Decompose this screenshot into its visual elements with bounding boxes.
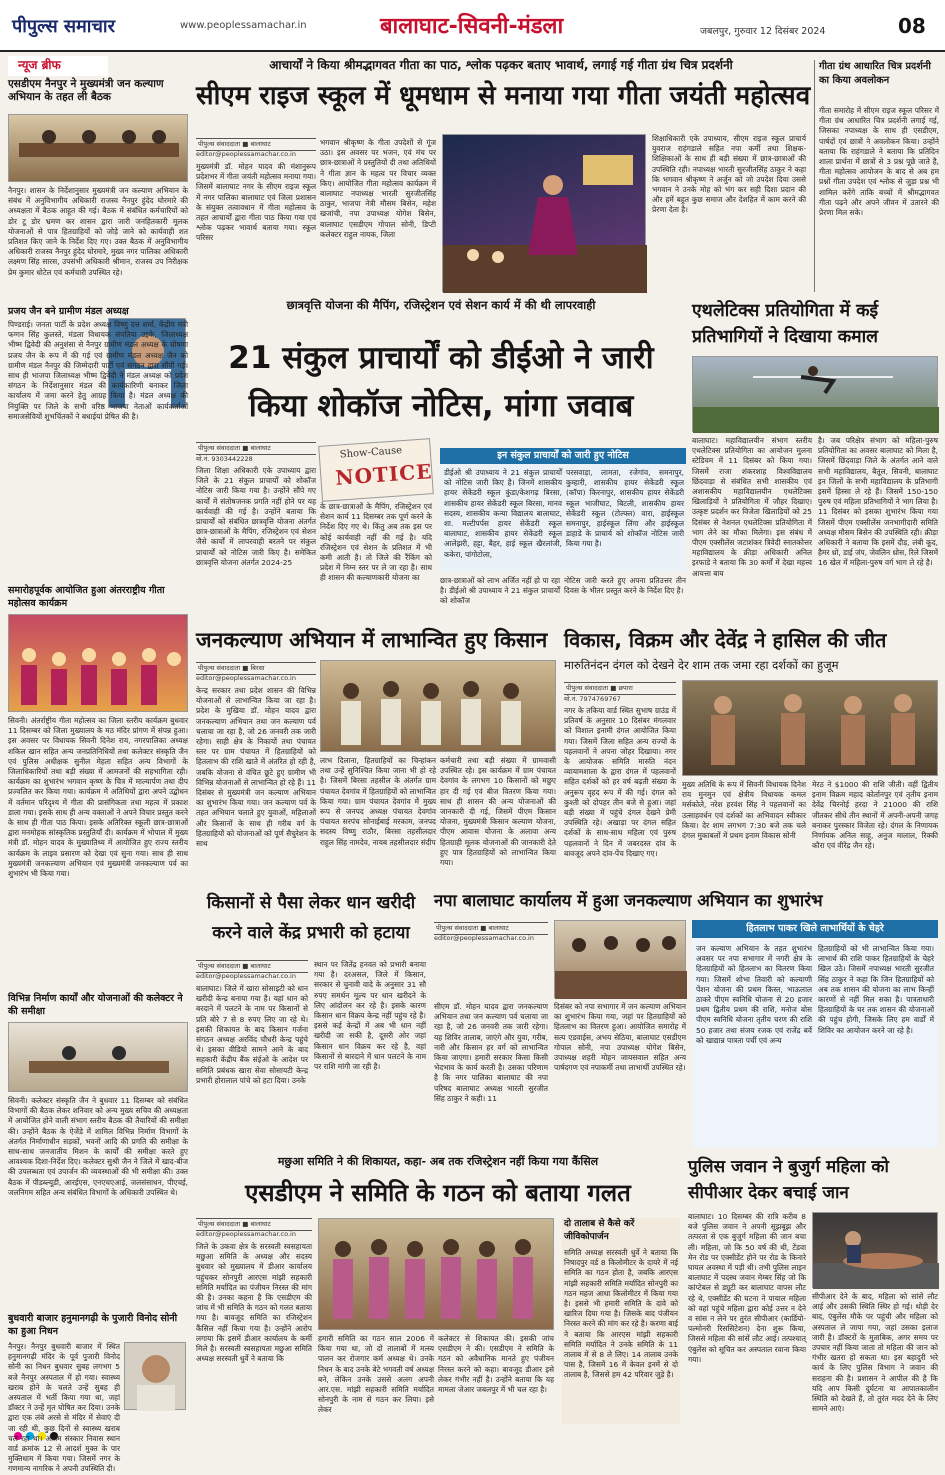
- machhua-kicker: मछुआ समिति ने की शिकायत, कहा- अब तक रजिस्ट्रेशन नहीं किया गया कैंसिल: [277, 1155, 599, 1168]
- farmers-group-image: [321, 661, 557, 753]
- napa-story: [434, 888, 938, 1148]
- machhua-col1: जिले के उकवा क्षेत्र के सरस्वती स्वसहायता मछुआ समिति के अध्यक्ष और सदस्य बुधवार को मुख्यालय में डीआर कार्यालय पहुंचकर सोनपुरी आरएस मांझी सहकारी समिति मर्यादित का पंजीयन निरस्त की मांग की है। उनका कहना है कि एसडीएम की जांच में भी समिति के गठन को गलत बताया गया है। बावजूद समिति का रजिस्ट्रेशन कैंसिल नहीं किया गया है। उन्होंने आरोप लगाया कि इसमें डीआर कार्यालय के कर्मी मिले है। सरस्वती स्वसहायता मछुआ समिति अध्यक्ष सरस्वती धुर्वे ने बताया कि: [196, 1242, 312, 1364]
- athletics-col1: बालाघाट। महाविद्यालयीन संभाग स्तरीय एथलेटिक्स प्रतियोगिता का आयोजन मुलना स्टेडियम में 11 दिसंबर को किया गया। जिसमें राजा शंकरशाह विश्वविद्यालय छिंदवाड़ा से संबंधित सभी शासकीय एवं अशासकीय महाविद्यालयीन एथलेटिक्स खिलाड़ियों ने प्रतियोगिता में जौहर दिखाए। उत्कृष्ट प्रदर्शन कर विजेता खिलाड़ियों को 25 दिसंबर से नेशनल एथलेटिक्स प्रतियोगिता में भाग लेने का मौका मिलेगा। इस संबंध में पीएम एक्सीलेंस जटाशंकर त्रिवेदी स्नातकोत्तर महाविद्यालय के क्रीड़ा अधिकारी अनिल इरफाडे ने बताया कि 30 कर्मों में देखा महत्त्व आयत्ता बाय: [692, 436, 812, 578]
- site-url[interactable]: www.peoplessamachar.in: [180, 20, 307, 31]
- kisan-byline: पीपुल्स संवाददाता ■ बिरसा: [196, 662, 316, 675]
- machhua-story: [196, 1154, 680, 1424]
- brief4-text: सिवनी। कलेक्टर संस्कृति जैन ने बुधवार 11 दिसम्बर को संबंधित विभागों की बैठक लेकर शनिवार को अन्य मुख्य सचिव की अध्यक्षता में आयोजित होने वाली संभाग स्तरीय बैठक की तैयारियों की समीक्षा की। उन्होंने बैठक के ऐजेंडे में शामिल विभिन्न निर्माण विभागों के अंतर्गत निर्माणाधीन सड़कों, भवनों आदि की प्रगति की समीक्षा के साथ-साथ जनजातीय मिशन के कार्यों की समीक्षा करते हुए आवश्यक दिशा-निर्देश दिए। कलेक्टर सुश्री जैन ने जिले में खाद-बीज की उपलब्धता एवं उपार्जन की व्यवस्थाओं की भी समीक्षा की। उक्त बैठक में पीडब्ल्यूडी, आरईएस, एनएचएआई, जलसंसाधन, पीएचई, जलनिगम सहित अन्य संबंधित विभागों के अधिकारी उपस्थित थे।: [8, 1096, 188, 1197]
- dangal-col1: नगर के तकिया वार्ड स्थित सुभाष ग्राउंड में प्रतिवर्ष के अनुसार 10 दिसंबर मंगलवार को विशाल इनामी दंगल आयोजित किया गया। जिसमें जिला सहित अन्य राज्यों के पहलवानों ने अपना जोहर दिखाया। नगर के आयोजक समिति मारुति नंदन व्यायामशाला के द्वारा दंगल में पहलवानों सहित दर्शकों को हर वर्ष बढ़ती संख्या के अनुरूप वृहद रूप में की गई। दंगल को कुश्ती को दोपहर तीन बजे से हुआ। जहां बड़ी संख्या में पहुंचे दंगल देखने प्रेमी उपस्थिति रहे। अखाड़ा पर दंगल सहित दर्शकों के साथ-साथ महिला एवं पुरुष पहलवानों ने दिन में जबरदस्त दांव के बावजूद अपने दांव-पेंच दिखाए गए।: [564, 706, 676, 858]
- masthead: [0, 0, 945, 52]
- deo-box-col1: डीईओ श्री उपाध्याय ने 21 संकुल प्राचार्यों को नोटिस जारी किए है। जिनमें शासकीय हायर सेकेंडरी स्कूल कुंडा/केशगढ़ बिरसा, शासकीय हायर सेकेंडरी स्कूल बिरसा, मानव सदस्य, शासकीय कन्या विद्यालय बालाघाट, शा. मल्टीपर्पस हायर सेकेंडरी स्कूल बालाघाट, शासकीय हायर सेकेंडरी स्कूल आलेझरी, हट्टा, बैहर, हाई स्कूल खैरलांजी, ककेरा, पांगोटोला,: [444, 468, 562, 559]
- cpr-scene-image: [813, 1213, 939, 1289]
- brief5-headline: बुधवारी बाजार हनुमानगढ़ी के पुजारी विनोद सोनी का हुआ निधन: [8, 1313, 178, 1337]
- prabhari-byline: पीपुल्स संवाददाता ■ बालाघाट: [196, 960, 308, 973]
- dangal-subhead: मारुतिनंदन दंगल को देखने देर शाम तक जमा रहा दर्शकों का हुजूम: [564, 658, 839, 672]
- edition-title: बालाघाट-सिवनी-मंडला: [380, 14, 564, 39]
- deo-headline: 21 संकुल प्राचार्यों को डीईओ ने जारी किया शोकॉज नोटिस, मांगा जवाब: [228, 340, 654, 424]
- geeta-col1: मुख्यमंत्री डॉ. मोहन यादव की मंशानुरूप प्रदेशभर में गीता जयंती महोत्सव मनाया गया। जिसमें बालाघाट नगर के सीएम राइज स्कूल में नगर पालिका बालाघाट एवं जिला प्रशासन के संयुक्त तत्वावधान में गीता महोत्सव के तहत आचार्यों द्वारा गीता पाठ किया गया एवं श्लोक पढ़कर भावार्थ बताया गया। स्कूल परिसर: [196, 162, 316, 243]
- machhua-col3: कलेक्टर से शिकायत की। इसकी जांच एसडीएम ने की। एसडीएम ने समिति के गठन को अवैधानिक मानते हुए पंजीयन निरस्त करने को कहा। बावजूद डीआर इसे लेकर गंभीर नहीं है। उन्होंने बताया कि यह मामला जेआर जबलपुर में भी चल रहा है।: [438, 1334, 554, 1395]
- napa-box-col1: जन कल्याण अभियान के तहत शुभारंभ अवसर पर नपा सभागार में नगरी क्षेत्र के हितग्राहियों को हितलाभ का वितरण किया गया। जिसमें शोभा तिवारी को कल्याणी पेंशन योजना की प्रथम किस्त, भाऊलाल ठाकरे पीएम स्वनिधि योजना से 20 हजार प्रथम द्वितीय प्रथम की राशि, मनोज बोस पीएम स्वनिधि योजना तृतीय चरण की राशि 50 हजार तथा संजय रजक एवं राजेंद्र बर्वे को खाद्यान्न पात्रता पर्ची एवं अन्य: [696, 944, 812, 1045]
- stage-performance-image: [443, 135, 647, 293]
- brief5-portrait: [124, 1342, 186, 1410]
- police-photo: [812, 1212, 938, 1288]
- geeta-story: [196, 56, 811, 292]
- news-brief-column: [8, 56, 188, 1474]
- brief5-text: नैनपुर। नैनपुर बुधवारी बाजार में स्थित हनुमानगढ़ी मंदिर के पूर्व पुजारी विनोद सोनी का निधन बुधवार सुबह लगभग 5 बजे नैनपुर अस्पताल में हो गया। स्वास्थ्य खराब होने के चलते उन्हें सुबह ही अस्पताल में भर्ती किया गया था, जहां डॉक्टर ने उन्हें मृत घोषित कर दिया। उनके द्वारा एक लंबे अरसे से मंदिर में सेवाएं दी जा रही थी, कुछ दिनों से स्वास्थ्य खराब चल रहा था। अंतिम संस्कार निवास स्थान वार्ड क्रमांक 12 से आदर्श मुक्त के पार मुक्तिधाम में किया गया। जिसमें नगर के गणमान्य नागरिक ने अपनी उपस्थिति दी।: [8, 1342, 120, 1474]
- police-headline: पुलिस जवान ने बुजुर्ग महिला को सीपीआर देकर बचाई जान: [688, 1157, 889, 1203]
- wrestlers-image: [683, 681, 939, 777]
- notice-main-text: NOTICE: [334, 459, 434, 490]
- kisan-photo: [320, 660, 556, 752]
- athletics-headline: एथलेटिक्स प्रतियोगिता में कई प्रतिभागियों ने दिखाया कमाल: [692, 301, 879, 347]
- geeta-byline: पीपुल्स संवाददाता ■ बालाघाट: [196, 138, 316, 151]
- machhua-headline: एसडीएम ने समिति के गठन को बताया गलत: [245, 1179, 631, 1207]
- brief4-photo: [8, 1022, 188, 1092]
- machhua-box-text: समिति अध्यक्ष सरस्वती धुर्वे ने बताया कि निषादपुर वर्ड 8 किलोमीटर के दायरे में नई समिति का गठन होता है, जबकि आरएस मांझी सहकारी समिति मर्यादित सोनपुरी का गठन महज आधा किलोमीटर में किया गया है। इससे भी हमारी समिति के दावे को खारिज दिया गया है। जिसके बाद पंजीयन निरस्त करने की मांग कर रहे है। करणा बाई ने बताया कि आरएस मांझी सहकारी समिति मर्यादित ने उनके समिति के 11 तालाब में से 8 ले लिए। 14 तालाब उनके पास है, जिसमें 16 में केवल इनमें से दो तालाब है, जिससे हम 42 परिवार जुड़े है।: [564, 1248, 678, 1380]
- deo-notice-box: [440, 448, 686, 572]
- priest-portrait-image: [125, 1343, 187, 1411]
- dangal-caption: मुख्य अतिथि के रूप में सिवनी विधायक दिनेश राय मुनमुन एवं क्षेत्रीय विधायक कमल मर्सकोले, नरेश हरवंश सिंह ने पहलवानों का उत्साहवर्धन एवं दर्शकों का अभिवादन स्वीकार किया। देर शाम लगभग 7:30 बजे तक चले दंगल मुकाबलों में प्रथम इनाम विकास सोनी: [682, 780, 806, 841]
- machhua-photo: [318, 1218, 554, 1330]
- geeta-col3: शिक्षाधिकारी एके उपाध्याय, सीएम राइज स्कूल प्राचार्य युवराज राहंगडाले सहित नपा कर्मी तथा शिक्षक-शिक्षिकाओं के साथ ही बड़ी संख्या में छात्र-छात्राओं की उपस्थिति रही। नपाध्यक्ष भारती सुरजीतसिंह ठाकुर ने कहा कि भगवान श्रीकृष्ण ने अर्जुन को जो उपदेश दिया उससे भगवान ने उनके मोह को भंग कर सही दिशा प्रदान की और हमें बहुत कुछ समाज और देशहित में काम करने की प्रेरणा देता है।: [652, 134, 806, 215]
- deo-col2: के छात्र-छात्राओं के मैपिंग, रजिस्ट्रेशन एवं सेशन कार्य 11 दिसम्बर तक पूर्ण करने के निर्देश दिए गए थे। किंतु अब तक इस पर कोई कार्यवाही नहीं की गई है। यदि रजिस्ट्रेशन एवं सेशन के प्रतिशत में भी कमी आती है। तो जिले की रैंकिंग को प्रदेश में निम्न स्तर पर ले जा रहा है। साथ ही शासन की कल्याणकारी योजना का: [320, 502, 432, 583]
- deo-col1: जिला शिक्षा अधिकारी एके उपाध्याय द्वारा जिले के 21 संकुल प्राचार्यों को शोकॉज नोटिस जारी किया गया है। उन्होंने सौंपे गए कार्यों में संतोषजनक प्रगति नहीं होने पर यह कार्यवाही की गई है। उन्होंने बताया कि प्राचार्यों को संबंधित छात्रवृत्ति योजना अंतर्गत छात्र-छात्राओं के मैपिंग, रजिस्ट्रेशन एवं सेशन जैसे कार्यों में लापरवाही बरतने पर संकुल प्राचार्यों को नोटिस जारी किए है। समेकित छात्रवृत्ति योजना अंतर्गत 2024-25: [196, 466, 316, 567]
- prabhari-headline: किसानों से पैसा लेकर धान खरीदी करने वाले केंद्र प्रभारी को हटाया: [206, 893, 416, 943]
- prabhari-col1: बालाघाट। जिले में खारा सोसाइटी को धान खरीदी केन्द्र बनाया गया है। यहां धान को बरदाने में पलटने के नाम पर किसानों से प्रति बोरे 7 से 8 रुपए लिए जा रहे थे। इसकी शिकायत के बाद किसान गर्जना संगठन अध्यक्ष अरविंद चौधरी केन्द्र पहुंचे थे। इसका वीडियो सामने आने के बाद सहकारी केंद्रीय बैंक संईओ के आदेश पर समिति प्रबंधक खारा सेवा सोसायटी केन्द्र प्रभारी होरालाल पांचे को हटा दिया। उनके: [196, 984, 308, 1085]
- notice-top-text: Show-Cause: [339, 445, 403, 461]
- brief2-text: पिण्डराई। जनता पार्टी के प्रदेश अध्यक्ष विष्णु दत्त शर्मा, केंद्रीय मंत्री फग्गन सिंह कुलस्ते, मंडला विधायक संपतिया उइके, जिलाध्यक्ष भीष्म द्विवेदी की अनुशंसा से नैनपुर ग्रामीण मंडल अध्यक्ष के चोषणा प्रजय जैन के रूप में की गई एवं ग्रामीण मंडल अध्यक्ष जैन को ग्रामीण मंडल नैनपुर की जिम्मेदारी पार्टी एवं संगठन द्वारा सौंपी गई। साथ ही भाजपा जिलाध्यक्ष भीष्म द्विवेदी ने मंडल अध्यक्ष को प्रदेश संगठन के निर्देशानुसार मंडल की कार्यकारिणी बनाकर जिला कार्यालय में जमा करने हेतु आग्रह किया है। मंडल अध्यक्ष की नियुक्ति पर जिले के सभी वरिष्ठ भाजपा नेताओं कार्यकर्ताओं समाजसेवियों शुभचिंतकों ने बधाईयां प्रेषित की है।: [8, 320, 188, 421]
- geeta-photo: [442, 134, 646, 292]
- brief4-headline: विभिन्न निर्माण कार्यों और योजनाओं की कलेक्टर ने की समीक्षा: [8, 993, 183, 1017]
- kisan-col3: कर्मचारी तथा बड़ी संख्या में ग्रामवासी उपस्थित रहे। इस कार्यक्रम में ग्राम पंचायत देवगांव के लगभग 10 किसानों को मछुए हार दी गई एवं बीज वितरण किया गया। साथ ही शासन की अन्य योजनाओं की जानकारी दी गई, जिसमें पीएम किसान योजना, मुख्यमंत्री किसान कल्याण योजना, पीएम आवास योजना के अलावा अन्य हितग्राही मूलक योजनाओं की जानकारी देते हुए पात्र हितग्राहियों को लाभान्वित किया गया।: [440, 756, 556, 868]
- geeta-kicker: आचार्यों ने किया श्रीमद्भागवत गीता का पाठ, श्लोक पढ़कर बताए भावार्थ, लगाई गई गीता ग्रंथ चित्र प्रदर्शनी: [269, 58, 733, 72]
- brief1-photo: [8, 114, 188, 182]
- deo-byline: पीपुल्स संवाददाता ■ बालाघाट: [196, 442, 316, 455]
- kisan-headline: जनकल्याण अभियान में लाभान्वित हुए किसान: [196, 628, 548, 652]
- geeta-col2: भगवान श्रीकृष्ण के गीता उपदेशों से गूंज उठा। इस अवसर पर भजन, एवं मंच पर छात्र-छात्राओं ने प्रस्तुतियों दी तथा अतिथियों ने गीता ज्ञान के महत्व पर विचार व्यक्त किए। आयोजित गीता महोत्सव कार्यक्रम में बालाघाट नपाध्यक्ष भारती सुरजीतसिंह ठाकुर, भाजपा नेत्री मौसम बिसेन, महेश खजांची, नपा उपाध्यक्ष योगेश बिसेन, बालाघाट एसडीएम गोपाल सोनी, डिप्टी कलेक्टर राहुल नायक, जिला: [320, 138, 436, 239]
- logo: पीपुल्स समाचार: [12, 16, 115, 37]
- napa-byline: पीपुल्स संवाददाता ■ बालाघाट: [434, 922, 548, 935]
- deo-col3: छात्र-छात्राओं को लाभ अर्जित नहीं हो पा रहा है। डीईओ श्री उपाध्याय ने 21 संकुल प्राचार्यों को शोकॉज: [440, 576, 560, 606]
- kisan-email[interactable]: editor@peoplessamachar.co.in: [196, 674, 296, 682]
- girls-performance-image: [9, 615, 189, 713]
- deo-kicker: छात्रवृत्ति योजना की मैपिंग, रजिस्ट्रेशन एवं सेशन कार्य में की थी लापरवाही: [286, 298, 596, 312]
- exhibition-sidebar: [814, 60, 938, 292]
- athletics-photo: [692, 356, 938, 432]
- kisan-col1: केन्द्र सरकार तथा प्रदेश शासन की विभिन्न योजनाओं से लाभान्वित किया जा रहा है। प्रदेश के मुखिया डॉ. मोहन यादव द्वारा जनकल्याण अभियान तथा जन कल्याण पर्व चलाया जा रहा है, जो 26 जनवरी तक जारी रहेगा। साही क्षेत्र के निकायों तथा पंचायत स्तर पर ग्राम पंचायत में हितग्राहियों को हितलाभ की राशि खाते में अंतरित हो रही है, जबकि योजना से वंचित छूटे हुए ग्रामीण भी विभिन्न योजनाओं से लाभान्वित हो रहे हैं। 11 दिसंबर से मुख्यमंत्री जन कल्याण अभियान का शुभारंभ किया गया। जन कल्याण पर्व के तहत अभियान चलाते हुए युवाओं, महिलाओं और किसानों के साथ ही गरीब वर्ग के हितग्राहियों को योजनाओं को पूर्ण सैचुरेशन के साथ: [196, 686, 316, 849]
- prabhari-story: [196, 888, 426, 1148]
- exhibition-text: गीता समारोह में सीएम राइज स्कूल परिसर में गीता ग्रंथ आधारित चित्र प्रदर्शनी लगाई गई, जिसका नपाध्यक्ष के साथ ही एसडीएम, पार्षदों एवं छात्रों ने अवलोकन किया। उन्होंने बताया कि राहंगडाले ने बताया कि प्रतिदिन शाला प्रार्थना में छात्रों से 3 प्रश्न पूछे जाते है, गीता महोत्सव आयोजन के बाद से अब हम प्रश्नों गीता उपदेश एवं श्लोक से जुड़ा प्रश्न भी शामिल करेंगे ताकि बच्चों में श्रीमद्भागवत गीता पढ़ने और अपने जीवन में उतारने की प्रेरणा मिल सके।: [819, 106, 939, 218]
- napa-photo: [554, 920, 686, 998]
- napa-benefit-box: [692, 920, 938, 1148]
- police-col1: बालाघाट। 10 दिसम्बर की रात्रि करीब 8 बजे पुलिस जवान ने अपनी सूझबूझ और तत्परता से एक बुजुर्ग महिला की जान बचा ली। महिला, जो कि 50 वर्ष की थी, टेंडवा मेन रोड पर एक्सीडेंट होने पर रोड के किनारे घायल अवस्था में पड़ी थी। तभी पुलिस लाइन बालाघाट में पदस्थ जवान मेम्बर सिंह जो कि कांप्टेबल से ड्यूटी कर बालाघाट वापस लौट रहे थे, एक्सीडेंट की घटना ने पायाल महिला को वहां पहुंचे महिला द्वारा कोई उत्तर न देने व सांस न लेने पर तुरंत सीपीआर (कार्डियो-पल्मोनरी रिससिटेशन) देना शुरू किया, जिससे महिला की सांसें लौट आई। तत्पश्चात् एंबुलेंस को सूचित कर अस्पताल रवाना किया गया।: [688, 1212, 806, 1364]
- issue-date: जबलपुर, गुरुवार 12 दिसंबर 2024: [700, 26, 826, 37]
- police-col2: सीपीआर देने के बाद, महिला को सांसें लौट आई और उसकी स्थिति स्थिर हो गई। थोड़ी देर बाद, एंबुलेंस मौके पर पहुंची और महिला को अस्पताल ले जाया गया, जहां उसका इलाज जारी है। डॉक्टरों के मुताबिक, अगर समय पर उपचार नहीं किया जाता तो महिला की जान को गंभीर खतरा हो सकता था। इस बहादुरी भरे कार्य के लिए पुलिस विभाग ने जवान की सराहना की है। प्रशासन ने आपील की है कि यदि आप किसी दुर्घटना या आपातकालीन स्थिति को देखते हैं, तो तुरंत मदद देने के लिए सामने आएं।: [812, 1292, 938, 1414]
- deo-story: [196, 298, 686, 618]
- review-meeting-image: [9, 1023, 189, 1093]
- machhua-col2: हमारी समिति का गठन साल 2006 में किया गया था, जो दो तालाबों में मत्स्य पालन कर रोजगार कर्म अध्यक्ष थे। उनके निधन के बाद उनके बेटे भगवती वर्ष अध्यक्ष बने, लेकिन उनके उससे अलग अपनी आर.एस. मांझी सहकारी समिति मर्यादित सोनपुरी के नाम से गठन कर लिया। इसे लेकर: [318, 1334, 434, 1415]
- exhibition-headline: गीता ग्रंथ आधारित चित्र प्रदर्शनी का किया अवलोकन: [819, 61, 931, 86]
- page-number: 08: [898, 14, 926, 38]
- brief1-text: नैनपुर। शासन के निर्देशानुसार मुख्यमंत्री जन कल्याण अभियान के संबंध में अनुविभागीय अधिकारी राजस्व नैनपुर हुंदेद घोरमारे की अध्यक्षता में बैठक आहूत की गई। बैठक में संबंधित कर्मचारियों को डोर टू डोर भ्रमण कर शासन द्वारा जारी जनहितकारी मूलक योजनाओं से पात्र हितग्राहियों को जोड़े जाने को कार्यवाही शत प्रतिशत किए जाने के निर्देश दिए गए। उक्त बैठक में अनुविभागीय अधिकारी राजस्व नैनपुर हुंदेद घोरमारे, मुख्य नगर पालिका अधिकारी लक्ष्मण सिंह सारस, उपसंभी अधिकारी श्रीमान, राजस्व उप निरीक्षक प्रेम कुमार धोटेल एवं कर्मचारी उपस्थित रहे।: [8, 186, 188, 277]
- napa-box-title: हितलाभ पाकर खिले लाभार्थियों के चेहरे: [692, 920, 938, 938]
- machhua-email[interactable]: editor@peoplessamachar.co.in: [196, 1230, 296, 1238]
- prabhari-col2: स्थान पर जितेंद्र हनवत को प्रभारी बनाया गया है। दरअसल, जिले में किसान, सरकार से चुनावी वादे के अनुसार 31 सौ रुपए समर्थन मूल्य पर धान खरीदने के लिए आंदोलन कर रहे है। इसके कारण किसान धान विक्रय केन्द्र नहीं पहुंच रहे है। इससे कई केन्द्रों में अब भी धान नहीं खरीदी जा सकी है, दूसरी ओर जहां किसान धान विक्रय कर रहे है, वहां किसानों से बारदाने में धान पलटने के नाम पर राशि मांगी जा रही है।: [314, 960, 426, 1072]
- napa-col2: दिसंबर को नपा सभागार में जन कल्याण अभियान का शुभारंभ किया गया, जहां पर हितग्राहियों को हितलाभ का वितरण हुआ। आयोजित समारोह में सत्य एडवाईस, अभय सेठिया, बालाघाट एसडीएम गोपाल सोनी, नपा उपाध्यक्ष योगेश बिसेन, उपाध्यक्ष शहरी मोहन जायसवाल सहित अन्य पार्षदगण एवं नपाकर्मी तथा लाभार्थी उपस्थित रहे।: [554, 1002, 686, 1073]
- machhua-side-box: [562, 1218, 680, 1424]
- deo-col4: नोटिस जारी करते हुए अपना प्रतिउत्तर तीन दिवस के भीतर प्रस्तुत करने के निर्देश दिए है।: [564, 576, 686, 596]
- geeta-email[interactable]: editor@peoplessamachar.co.in: [196, 150, 296, 158]
- athletics-col2: है। जब परिक्षेत्र संभाग को महिला-पुरुष प्रतियोगिता का अवसर बालाघाट को मिला है, जिसमें छिंदवाड़ा जिले के अंतर्गत आने वाले सभी महाविद्यालय, बैतूल, सिवनी, बालाघाट इन जिलों के सभी महाविद्यालय के प्रतिभागी इसमें हिस्सा ले रहे हैं। जिसमें 150-150 पुरुष एवं महिला प्रतिभागियों ने भाग लिया है। 11 दिसंबर को इसका शुभारंभ किया गया जिसमें पीएम एक्सीलेंस जनभागीदारी समिति अध्यक्ष मौसम बिसेन की उपस्थिति रही। क्रीड़ा अधिकारी ने बताया कि इसमें दौड़, लंबी कूद, हैमर थ्रो, डाई जंप, जेवलिन थ्रोस, रिले जिसमें 16 खेल में महिला-पुरुष वर्ग भाग ले रहे है।: [818, 436, 938, 568]
- brief3-text: सिवनी। अंतर्राष्ट्रीय गीता महोत्सव का जिला स्तरीय कार्यक्रम बुधवार 11 दिसम्बर को जिला मुख्यालय के मठ मंदिर प्रांगण में संपन्न हुआ। इस अवसर पर विधायक सिवनी दिनेश राय, नगरपालिका अध्यक्ष शकिल खान सहित अन्य जनप्रतिनिधियों तथा कलेक्टर संस्कृति जैन एवं पुलिस अधीक्षक सुनील मेहता सहित अन्य विभागों के जिलाधिकारियों तथा बड़ी संख्या में आमजनों की सहभागिता रही। कार्यक्रम का शुभारंभ भगवान कृष्ण के चित्र में माल्यार्पण तथा दीप प्रज्वलित कर किया गया। कार्यक्रम में अतिथियों द्वारा अपने उद्बोधन में वर्तमान परिदृश्य में गीता की प्रासंगिकता तथा महत्व में प्रकाश डाला गया। इसके साथ ही अन्य वक्ताओं ने अपने विचार प्रस्तुत करने के साथ ही गीता पाठ किया। इसके अतिरिक्त स्कूली छात्र-छात्राओं द्वारा मनमोहक सांस्कृतिक प्रस्तुतियाँ दी। कार्यक्रम में भोपाल में मुख्य मंत्री डॉ. मोहन यादव के मुख्यातिथ्य में आयोजित हुए राज्य स्तरीय कार्यक्रम के लाइव प्रसारण को देखा एवं सुना गया। साथ ही साथ मुख्यमंत्री जनकल्याण अभियान एवं मुख्यमंत्री जनकल्याण पर्व का शुभारंभ भी किया गया।: [8, 716, 188, 879]
- brief3-photo: [8, 614, 188, 712]
- dangal-byline: पीपुल्स संवाददाता ■ छपारा: [564, 682, 676, 695]
- brief2-headline: प्रजय जैन बने ग्रामीण मंडल अध्यक्ष: [8, 306, 129, 317]
- kisan-col2: लाभ दिलाना, हितग्राहियों का चिन्हांकन तथा उन्हें सुनिश्चित किया जाना भी हो रहे है। जिसमें बिरसा तहसील के अंतर्गत ग्राम पंचायत देवगांव में हितग्राहियों को लाभान्वित किया गया। ग्राम पंचायत देवगांव में मुख्य रूप से जनपद अध्यक्ष पंचायत देवगांव पंचायत सरपंच सोनाईबाई मरकाम, जनपद सदस्य विष्णु राठौर, बिरसा तहसीलदार राहुल सिंह नामदेव, नायब तहसीलदार संदीप: [320, 756, 436, 847]
- meeting-hall-image: [9, 115, 189, 183]
- deo-box-title: इन संकुल प्राचार्यों को जारी हुए नोटिस: [440, 448, 686, 464]
- geeta-headline: सीएम राइज स्कूल में धूमधाम से मनाया गया गीता जयंती महोत्सव: [196, 81, 811, 111]
- napa-col1: सीएम डॉ. मोहन यादव द्वारा जनकल्याण अभियान तथा जन कल्याण पर्व चलाया जा रहा है, जो 26 जनवरी तक जारी रहेगा। यह शिविर तालाब, जाएंगे और युवा, गरीब, नारी और किसान हर वर्ग को लाभान्वित किया जाएगा। हमारी सरकार किसा किसी भेदभाव के कार्य करती है। उसका परिणाम है कि नगर पालिका बालाघाट की नपा परिषद बालाघाट अध्यक्ष भारती सुरजीत सिंह ठाकुर ने कही। 11: [434, 1002, 548, 1103]
- dangal-mobile: मो.नं. 7974769767: [564, 695, 621, 703]
- dangal-headline: विकास, विक्रम और देवेंद्र ने हासिल की जीत: [564, 628, 887, 652]
- show-cause-graphic: [318, 438, 434, 502]
- women-committee-image: [319, 1219, 555, 1331]
- brief1-headline: एसडीएम नैनपुर ने मुख्यमंत्री जन कल्याण अभियान के तहत ली बैठक: [8, 78, 164, 103]
- athletics-story: [692, 298, 938, 618]
- prabhari-email[interactable]: editor@peoplessamachar.co.in: [196, 972, 296, 980]
- dangal-col2: मेरठ ने $1000 की राशि जीती। वहीं द्वितीय इनाम विक्रम महाद कोर्तानपुर एवं तृतीय इनाम देवेंद्र चिरनोई हरदा ने 21000 की राशि जीतकर सीधे तीन स्थानों में अपनी-अपनी जगह बनाकर पुरस्कार विजेता रहे। दंगल के निणायक निर्णायक अनिल साहू, अनुज मालाल, रिक्की कौरा एवं वीरेंद्र जैन रहे।: [812, 780, 938, 851]
- deo-box-col2: परसवाड़ा, लामता, रजेगांव, समनापुर, कुम्हारी, शासकीय हायर सेकेंडरी स्कूल (कॉपा) किरनापुर, शासकीय हायर सेकेंडरी स्कूल भाजीघाट, बिटली, शासकीय हायर सेकेंडरी स्कूल (टोल्फ्ल) वारा, हाईस्कूल समनापुर, हाईस्कूल लिंगा और हाईस्कूल डाहाडे के प्राचार्य को शोकॉज नोटिस जारी किया गया है।: [566, 468, 684, 549]
- brief3-headline: समारोहपूर्वक आयोजित हुआ अंतरराष्ट्रीय गीता महोत्सव कार्यक्रम: [8, 585, 165, 609]
- dangal-photo: [682, 680, 938, 776]
- machhua-box-title: दो तालाब से कैसे करें जीविकोपार्जन: [564, 1219, 635, 1242]
- dangal-story: [564, 626, 938, 880]
- napa-headline: नपा बालाघाट कार्यालय में हुआ जनकल्याण अभियान का शुभारंभ: [434, 891, 823, 910]
- officials-image: [555, 921, 687, 999]
- high-jump-image: [693, 357, 939, 433]
- deo-mobile: मो.नं. 9303442228: [196, 455, 253, 463]
- machhua-byline: पीपुल्स संवाददाता ■ बालाघाट: [196, 1218, 312, 1231]
- police-story: [688, 1154, 938, 1424]
- news-brief-label: न्यूज ब्रीफ: [8, 56, 108, 76]
- napa-email[interactable]: editor@peoplessamachar.co.in: [434, 934, 534, 942]
- napa-box-col2: हितग्राहियों को भी लाभान्वित किया गया। लाभार्थ की राशि पाकर हितग्राहियों के चेहरे खिल उठे। जिसमें नपाध्यक्ष भारती सुरजीत सिंह ठाकुर ने कहा कि जिन हितग्राहियों को अब तक शासन की योजना का लाभ किन्हीं कारणों से नहीं मिल सका है। पात्रताधारी हितग्राहियों के घर तक शासन की योजनाओं की पहुंच होगी, जिसके लिए हम वार्डों में शिविर का आयोजन करने जा रहे है।: [818, 944, 934, 1035]
